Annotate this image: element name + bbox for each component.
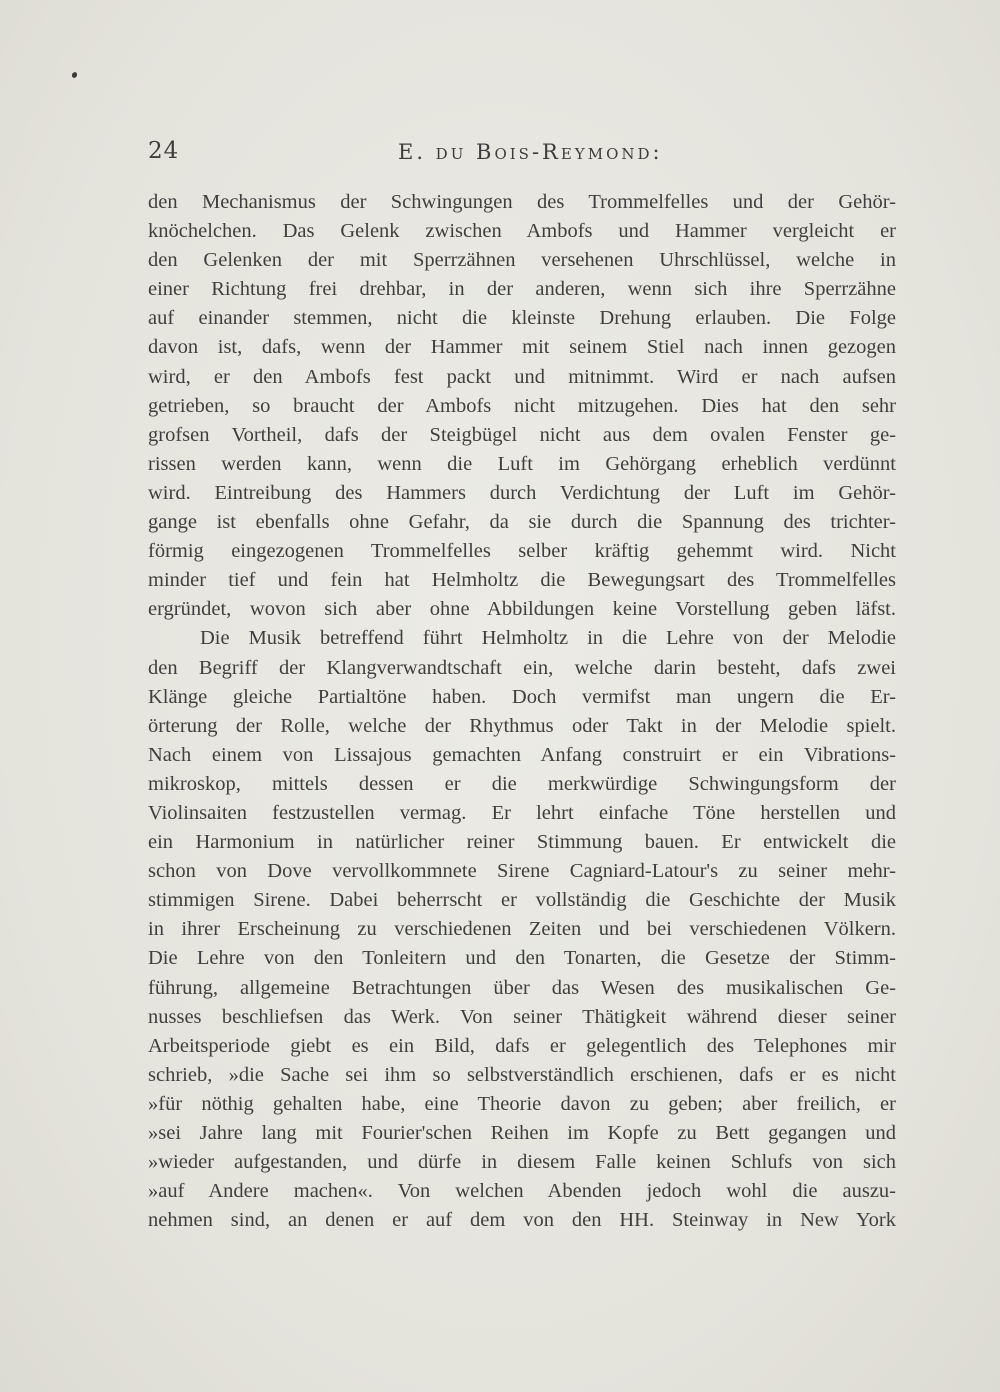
text-line: den Mechanismus der Schwingungen des Trommelfelles und der Gehör- xyxy=(148,191,896,213)
page-number: 24 xyxy=(148,138,180,164)
text-line: in ihrer Erscheinung zu verschiedenen Zeiten und bei verschiedenen Völkern. xyxy=(148,918,896,941)
running-head: E. du Bois-Reymond: xyxy=(398,140,663,164)
text-line: Nach einem von Lissajous gemachten Anfang construirt er ein Vibrations- xyxy=(148,743,896,766)
text-line: Die Musik betreffend führt Helmholtz in die Lehre von der Melodie xyxy=(200,627,896,650)
text-line: »für nöthig gehalten habe, eine Theorie davon zu geben; aber freilich, er xyxy=(148,1092,896,1115)
text-line: getrieben, so braucht der Ambofs nicht mitzugehen. Dies hat den sehr xyxy=(148,394,896,417)
text-line: schon von Dove vervollkommnete Sirene Cagniard-Latour's zu seiner mehr- xyxy=(148,860,896,883)
text-line: Klänge gleiche Partialtöne haben. Doch vermifst man ungern die Er- xyxy=(148,685,896,708)
text-line: einer Richtung frei drehbar, in der anderen, wenn sich ihre Sperrzähne xyxy=(148,278,896,301)
text-line: führung, allgemeine Betrachtungen über das Wesen des musikalischen Ge- xyxy=(148,976,896,999)
text-line: förmig eingezogenen Trommelfelles selber kräftig gehemmt wird. Nicht xyxy=(148,540,896,563)
body-text xyxy=(148,188,896,1235)
text-line: den Begriff der Klangverwandtschaft ein, welche darin besteht, dafs zwei xyxy=(148,656,896,679)
text-line: nehmen sind, an denen er auf dem von den HH. Steinway in New York xyxy=(148,1209,896,1232)
text-line: stimmigen Sirene. Dabei beherrscht er vollständig die Geschichte der Musik xyxy=(148,889,896,912)
text-line: Arbeitsperiode giebt es ein Bild, dafs er gelegentlich des Telephones mir xyxy=(148,1034,896,1057)
text-line: den Gelenken der mit Sperrzähnen versehenen Uhrschlüssel, welche in xyxy=(148,249,896,272)
text-line: ein Harmonium in natürlicher reiner Stimmung bauen. Er entwickelt die xyxy=(148,831,896,854)
ink-spot xyxy=(71,71,78,79)
text-line: »wieder aufgestanden, und dürfe in diesem Falle keinen Schlufs von sich xyxy=(148,1151,896,1174)
text-line: wird. Eintreibung des Hammers durch Verdichtung der Luft im Gehör- xyxy=(148,481,896,504)
text-line: ergründet, wovon sich aber ohne Abbildungen keine Vorstellung geben läfst. xyxy=(148,598,896,621)
text-line: Violinsaiten festzustellen vermag. Er lehrt einfache Töne herstellen und xyxy=(148,801,896,824)
text-line: minder tief und fein hat Helmholtz die Bewegungsart des Trommelfelles xyxy=(148,569,896,592)
text-line: davon ist, dafs, wenn der Hammer mit seinem Stiel nach innen gezogen xyxy=(148,336,896,359)
text-line: »auf Andere machen«. Von welchen Abenden jedoch wohl die auszu- xyxy=(148,1180,896,1203)
text-line: mikroskop, mittels dessen er die merkwürdige Schwingungsform der xyxy=(148,772,896,795)
text-line: »sei Jahre lang mit Fourier'schen Reihen im Kopfe zu Bett gegangen und xyxy=(148,1122,896,1144)
text-line: schrieb, »die Sache sei ihm so selbstverständlich erschienen, dafs er es nicht xyxy=(148,1063,896,1086)
text-line: rissen werden kann, wenn die Luft im Gehörgang erheblich verdünnt xyxy=(148,452,896,475)
text-line: wird, er den Ambofs fest packt und mitnimmt. Wird er nach aufsen xyxy=(148,365,896,388)
text-line: gange ist ebenfalls ohne Gefahr, da sie durch die Spannung des trichter- xyxy=(148,511,896,534)
text-line: auf einander stemmen, nicht die kleinste Drehung erlauben. Die Folge xyxy=(148,307,896,330)
text-line: Die Lehre von den Tonleitern und den Tonarten, die Gesetze der Stimm- xyxy=(148,947,896,970)
text-line: grofsen Vortheil, dafs der Steigbügel nicht aus dem ovalen Fenster ge- xyxy=(148,423,896,446)
text-line: knöchelchen. Das Gelenk zwischen Ambofs und Hammer vergleicht er xyxy=(148,220,896,243)
text-line: nusses beschliefsen das Werk. Von seiner Thätigkeit während dieser seiner xyxy=(148,1005,896,1028)
text-line: örterung der Rolle, welche der Rhythmus oder Takt in der Melodie spielt. xyxy=(148,714,896,737)
